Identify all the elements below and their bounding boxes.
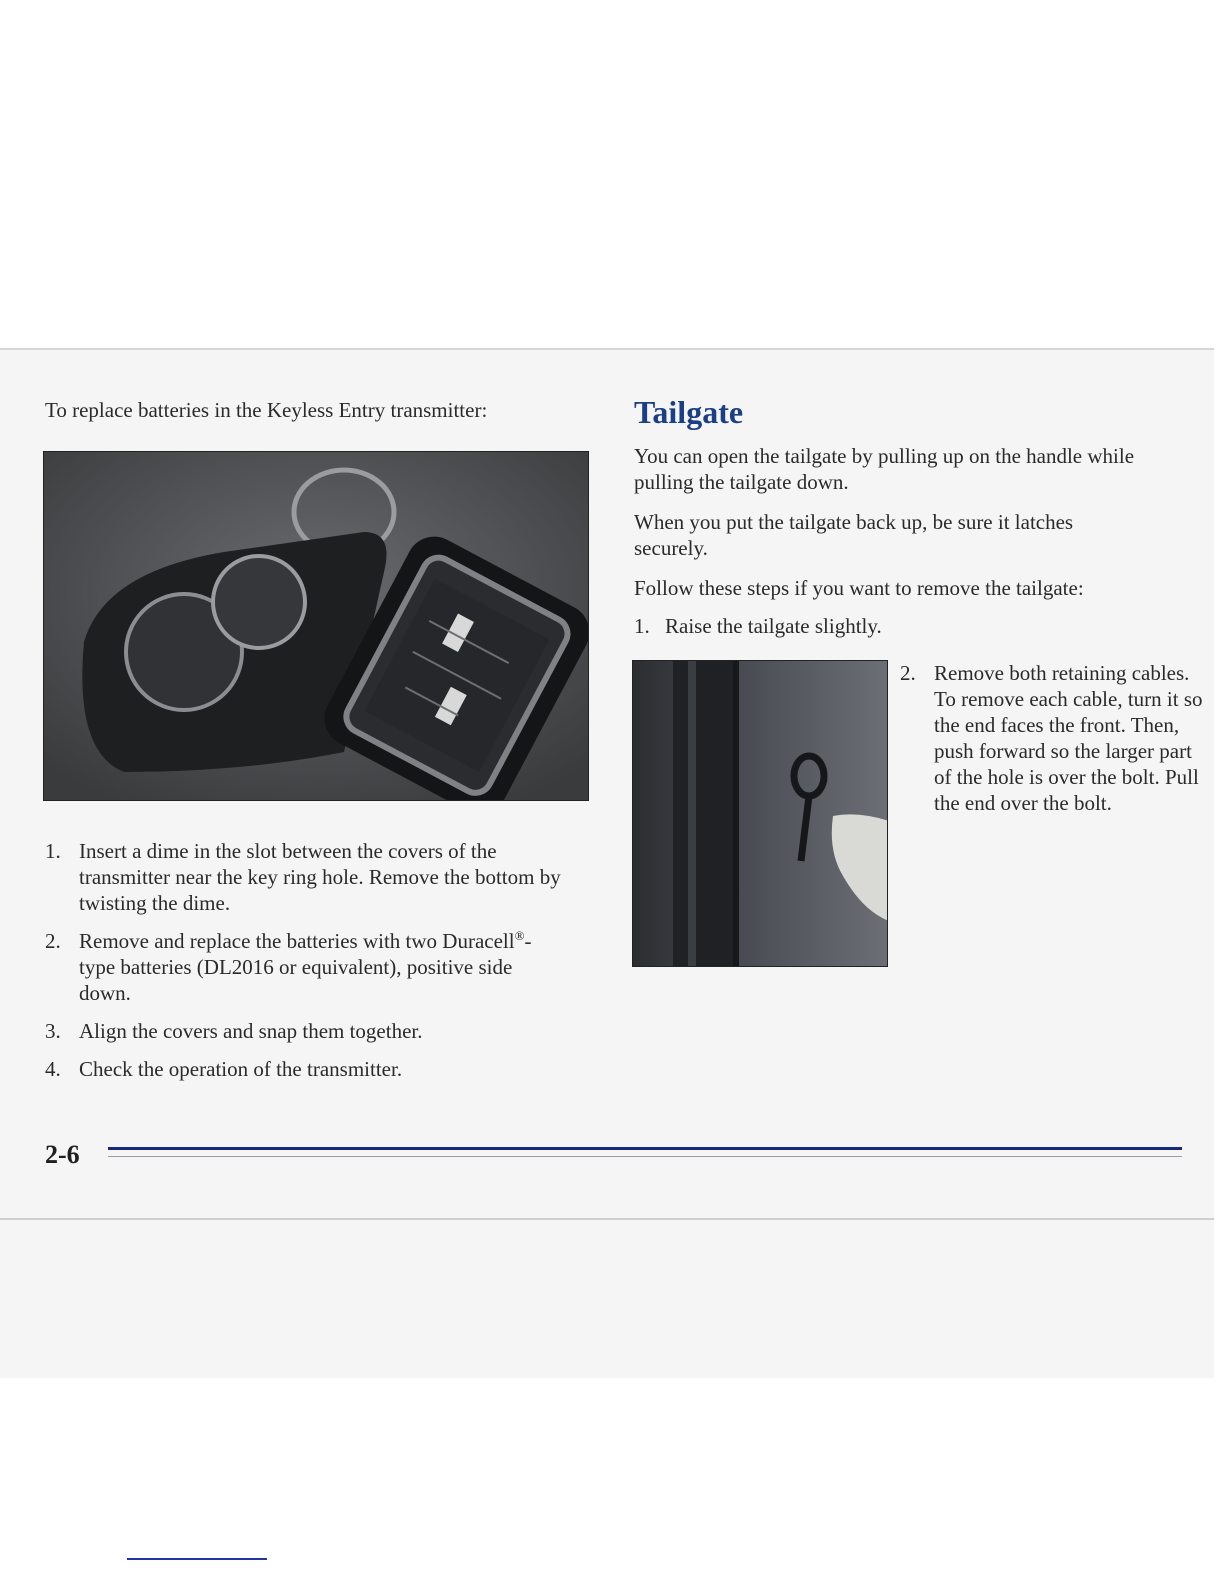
registered-mark: ® (514, 928, 525, 943)
tailgate-step-2 (900, 660, 1204, 816)
step-number: 1. (634, 614, 650, 638)
step-text: Check the operation of the transmitter. (79, 1057, 403, 1081)
tailgate-latch-text: When you put the tailgate back up, be sure it latches securely. (634, 510, 1074, 560)
step-text: Align the covers and snap them together. (79, 1019, 423, 1043)
step-number: 2. (900, 661, 916, 685)
page-number: 2-6 (45, 1140, 80, 1169)
band-bottom-rule (0, 1218, 1214, 1220)
tailgate-open-text: You can open the tailgate by pulling up on the handle while pulling the tailgate down. (634, 444, 1135, 494)
step-text: Remove and replace the batteries with two Duracell (79, 929, 515, 953)
step-number: 1. (45, 839, 61, 863)
battery-step-1 (45, 838, 565, 916)
bottom-link-underline (127, 1558, 267, 1560)
footer-rule (108, 1147, 1182, 1150)
step-number: 2. (45, 929, 61, 953)
step-text: Remove both retaining cables. To remove each cable, turn it so the end faces the front. Then, push forward so the larger part of the hole is over the bolt. Pull the end over the bolt. (934, 661, 1203, 815)
section-title: Tailgate (634, 394, 744, 430)
step-number: 4. (45, 1057, 61, 1081)
battery-intro-text: To replace batteries in the Keyless Entry transmitter: (45, 398, 488, 422)
battery-step-4 (45, 1056, 565, 1082)
step-text: Insert a dime in the slot between the covers of the transmitter near the key ring hole. Remove the bottom by twisting the dime. (79, 839, 561, 915)
tailgate-cable-photo (632, 660, 888, 967)
battery-step-2 (45, 928, 565, 1006)
step-text-continued: -type batteries (DL2016 or equivalent), positive side down. (79, 929, 532, 1005)
step-number: 3. (45, 1019, 61, 1043)
tailgate-remove-intro: Follow these steps if you want to remove the tailgate: (634, 576, 1084, 600)
step-text: Raise the tailgate slightly. (665, 614, 882, 638)
battery-steps (45, 838, 565, 1094)
battery-step-3 (45, 1018, 565, 1044)
keyless-transmitter-photo (43, 451, 589, 801)
footer-rule-thin (108, 1156, 1182, 1157)
tailgate-step-1 (634, 613, 1164, 639)
